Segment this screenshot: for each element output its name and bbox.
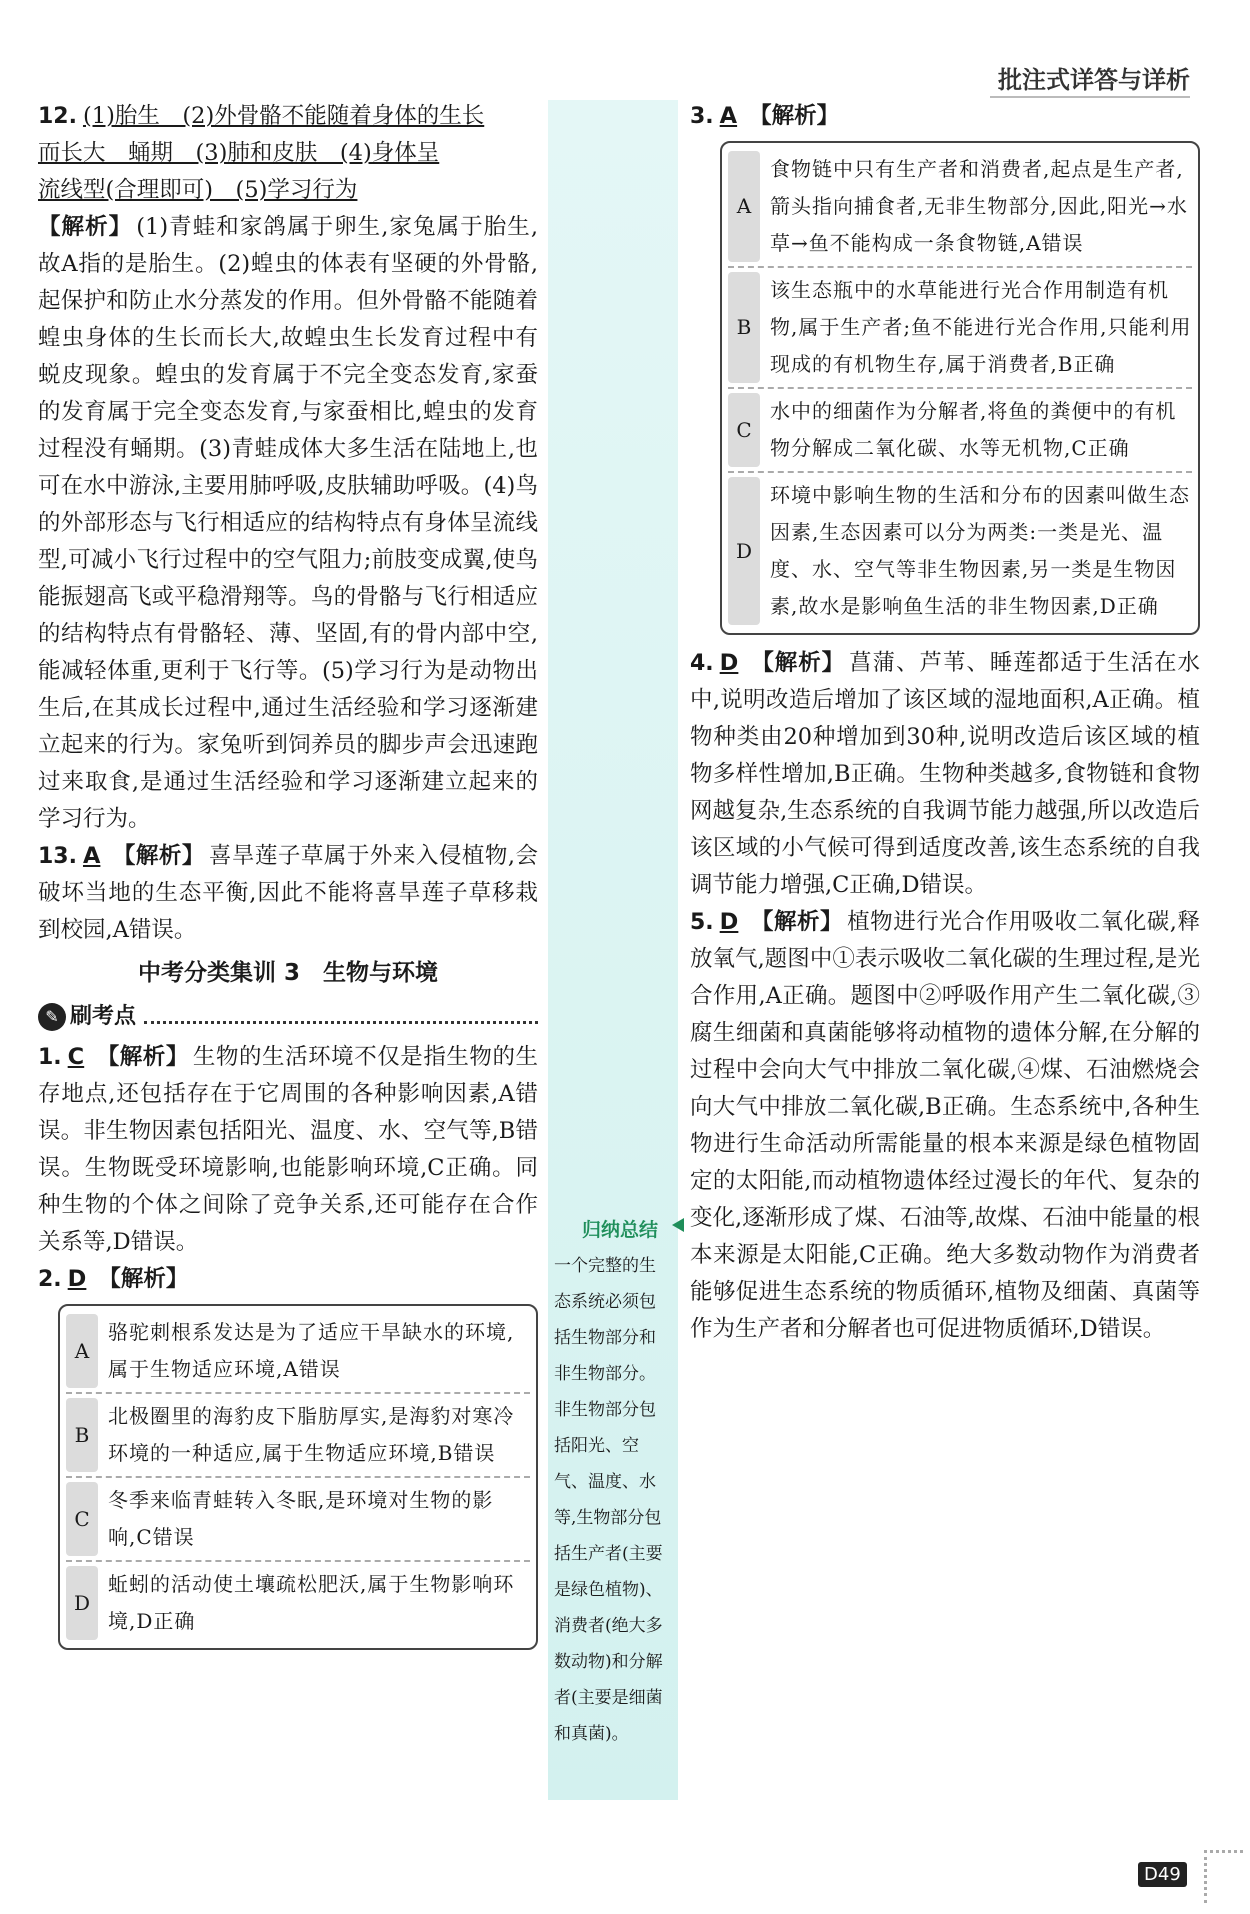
page-number: D49 [1138, 1862, 1187, 1887]
table-row [66, 1394, 530, 1478]
q5-jiexi-label: 【解析】 [750, 909, 844, 935]
kaodian-bar [38, 998, 538, 1035]
q12-explanation-block [38, 209, 538, 838]
option-text: 北极圈里的海豹皮下脂肪厚实,是海豹对寒冷环境的一种适应,属于生物适应环境,B错误 [108, 1404, 515, 1465]
q12-answer-line3: 流线型(合理即可) (5)学习行为 [38, 177, 358, 203]
summary-text: 一个完整的生态系统必须包括生物部分和非生物部分。非生物部分包括阳光、空气、温度、水等,生物部分包括生产者(主要是绿色植物)、消费者(绝大多数动物)和分解者(主要是细菌和真菌)。 [554, 1256, 663, 1744]
option-text: 蚯蚓的活动使土壤疏松肥沃,属于生物影响环境,D正确 [108, 1572, 515, 1633]
option-text: 环境中影响生物的生活和分布的因素叫做生态因素,生态因素可以分为两类:一类是光、温度、水、空气等非生物因素,另一类是生物因素,故水是影响鱼生活的非生物因素,D正确 [770, 483, 1190, 618]
q13-block [38, 838, 538, 949]
q2-option-table [58, 1304, 538, 1650]
table-row [66, 1478, 530, 1562]
option-letter: B [728, 272, 760, 383]
q2-answer: D [67, 1266, 87, 1292]
q1-explanation: 生物的生活环境不仅是指生物的生存地点,还包括存在于它周围的各种影响因素,A错误。非生物因素包括阳光、温度、水、空气等,B错误。生物既受环境影响,也能影响环境,C正确。同种生物的个体之间除了竞争关系,还可能存在合作关系等,D错误。 [38, 1044, 538, 1255]
q13-explanation: 喜旱莲子草属于外来入侵植物,会破坏当地的生态平衡,因此不能将喜旱莲子草移栽到校园,A错误。 [38, 843, 538, 943]
section-title: 中考分类集训 3 生物与环境 [137, 960, 438, 986]
option-letter: C [66, 1482, 98, 1556]
left-column [38, 98, 538, 1660]
kaodian-badge [38, 998, 136, 1035]
q12-answer-line1: (1)胎生 (2)外骨骼不能随着身体的生长 [82, 103, 485, 129]
kaodian-label: 刷考点 [70, 1004, 137, 1029]
summary-side-note [548, 1212, 678, 1752]
q5-explanation: 植物进行光合作用吸收二氧化碳,释放氧气,题图中①表示吸收二氧化碳的生理过程,是光合作用,A正确。题图中②呼吸作用产生二氧化碳,③腐生细菌和真菌能够将动植物的遗体分解,在分解的过程中会向大气中排放二氧化碳,④煤、石油燃烧会向大气中排放二氧化碳,B正确。生态系统中,各种生物进行生命活动所需能量的根本来源是绿色植物固定的太阳能,而动植物遗体经过漫长的年代、复杂的变化,逐渐形成了煤、石油等,故煤、石油中能量的根本来源是太阳能,C正确。绝大多数动物作为消费者能够促进生态系统的物质循环,植物及细菌、真菌等作为生产者和分解者也可促进物质循环,D错误。 [690, 909, 1200, 1342]
option-text: 该生态瓶中的水草能进行光合作用制造有机物,属于生产者;鱼不能进行光合作用,只能利用现成的有机物生存,属于消费者,B正确 [770, 278, 1192, 376]
summary-title: 归纳总结 [582, 1219, 659, 1241]
q12-explanation: (1)青蛙和家鸽属于卵生,家兔属于胎生,故A指的是胎生。(2)蝗虫的体表有坚硬的外骨骼,起保护和防止水分蒸发的作用。但外骨骼不能随着蝗虫身体的生长而长大,故蝗虫生长发育过程中有蜕皮现象。蝗虫的发育属于不完全变态发育,家蚕的发育属于完全变态发育,与家蚕相比,蝗虫的发育过程没有蛹期。(3)青蛙成体大多生活在陆地上,也可在水中游泳,主要用肺呼吸,皮肤辅助呼吸。(4)鸟的外部形态与飞行相适应的结构特点有身体呈流线型,可减小飞行过程中的空气阻力;前肢变成翼,使鸟能振翅高飞或平稳滑翔等。鸟的骨骼与飞行相适应的结构特点有骨骼轻、薄、坚固,有的骨内部中空,能减轻体重,更利于飞行等。(5)学习行为是动物出生后,在其成长过程中,通过生活经验和学习逐渐建立起来的行为。家兔听到饲养员的脚步声会迅速跑过来取食,是通过生活经验和学习逐渐建立起来的学习行为。 [38, 214, 538, 832]
q4-answer: D [719, 650, 739, 676]
table-row [728, 147, 1192, 268]
q3-number: 3. [690, 104, 714, 129]
q12-jiexi-label: 【解析】 [38, 214, 133, 240]
q1-block [38, 1039, 538, 1261]
option-text: 食物链中只有生产者和消费者,起点是生产者,箭头指向捕食者,无非生物部分,因此,阳光→水草→鱼不能构成一条食物链,A错误 [770, 157, 1188, 255]
table-row [728, 268, 1192, 389]
q2-jiexi-label: 【解析】 [98, 1266, 189, 1292]
option-text: 水中的细菌作为分解者,将鱼的粪便中的有机物分解成二氧化碳、水等无机物,C正确 [770, 399, 1177, 460]
option-letter: D [66, 1566, 98, 1640]
pointer-arrow-icon [672, 1218, 684, 1232]
q4-jiexi-label: 【解析】 [750, 650, 846, 676]
q13-answer: A [82, 843, 101, 869]
q3-header [690, 98, 1200, 135]
q4-number: 4. [690, 651, 714, 676]
q4-explanation: 菖蒲、芦苇、睡莲都适于生活在水中,说明改造后增加了该区域的湿地面积,A正确。植物种类由20种增加到30种,说明改造后该区域的植物多样性增加,B正确。生物种类越多,食物链和食物网越复杂,生态系统的自我调节能力越强,所以改造后该区域的小气候可得到适度改善,该生态系统的自我调节能力增强,C正确,D错误。 [690, 650, 1200, 898]
option-letter: A [66, 1314, 98, 1388]
option-text: 骆驼刺根系发达是为了适应干旱缺水的环境,属于生物适应环境,A错误 [108, 1320, 515, 1381]
q1-jiexi-label: 【解析】 [96, 1044, 189, 1070]
table-row [66, 1562, 530, 1644]
q12-answer-line2: 而长大 蛹期 (3)肺和皮肤 (4)身体呈 [38, 140, 440, 166]
q3-answer: A [719, 103, 738, 129]
option-letter: D [728, 477, 760, 625]
q2-number: 2. [38, 1267, 62, 1292]
q1-number: 1. [38, 1045, 62, 1070]
option-letter: B [66, 1398, 98, 1472]
q12-number: 12. [38, 104, 77, 129]
corner-dots [1204, 1850, 1243, 1903]
q12-answer [38, 98, 538, 135]
table-row [728, 389, 1192, 473]
right-column [690, 98, 1200, 1348]
q13-number: 13. [38, 844, 77, 869]
q5-answer: D [719, 909, 739, 935]
table-row [728, 473, 1192, 629]
q13-jiexi-label: 【解析】 [112, 843, 205, 869]
page-header: 批注式详答与详析 [998, 66, 1190, 94]
q3-option-table [720, 141, 1200, 635]
option-text: 冬季来临青蛙转入冬眠,是环境对生物的影响,C错误 [108, 1488, 494, 1549]
option-letter: A [728, 151, 760, 262]
dotted-divider [144, 1009, 538, 1024]
brush-icon: ✎ [38, 1003, 66, 1031]
q4-block [690, 645, 1200, 904]
q1-answer: C [67, 1044, 85, 1070]
table-row [66, 1310, 530, 1394]
option-letter: C [728, 393, 760, 467]
q3-jiexi-label: 【解析】 [749, 103, 840, 129]
q2-header [38, 1261, 538, 1298]
q5-number: 5. [690, 910, 714, 935]
q5-block [690, 904, 1200, 1348]
